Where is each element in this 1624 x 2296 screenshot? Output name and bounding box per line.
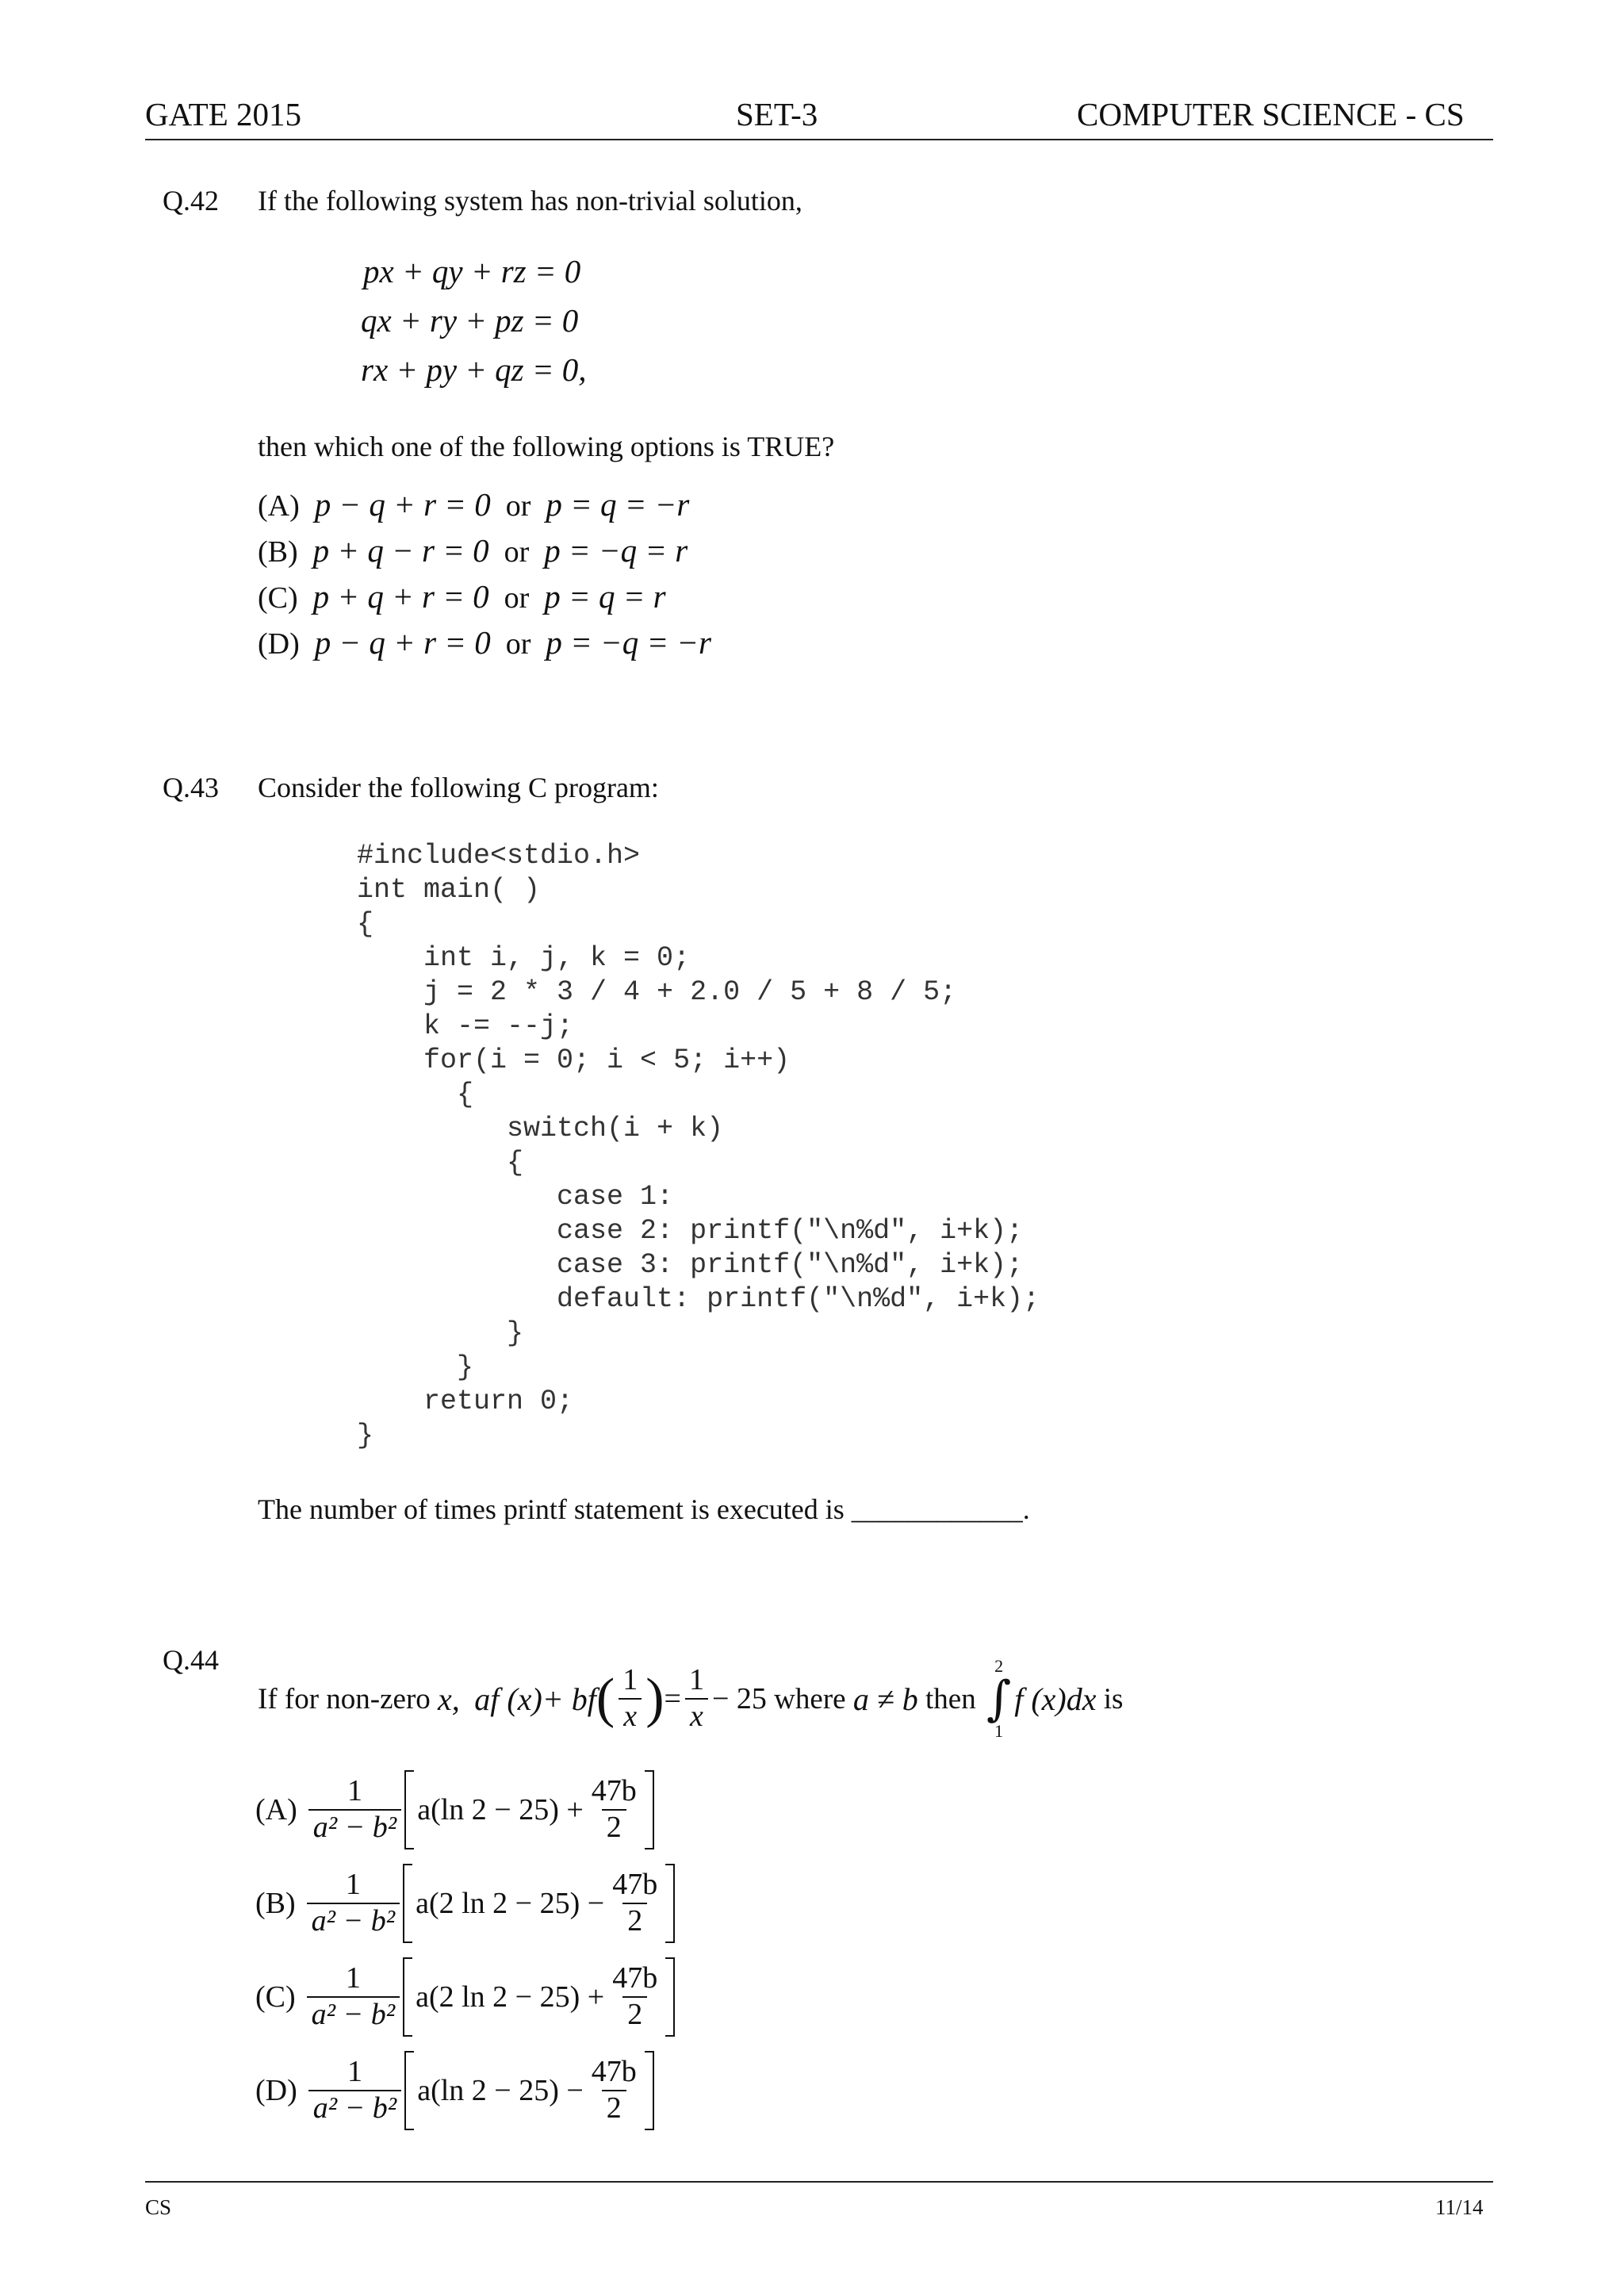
code-line: case 3: printf("\n%d", i+k);: [357, 1249, 1024, 1281]
q42-eq-3: rx + py + qz = 0,: [361, 351, 587, 388]
header-set: SET-3: [736, 96, 818, 132]
footer-page-number: 11/14: [1435, 2195, 1484, 2219]
q44-number: Q.44: [163, 1644, 219, 1676]
footer-subject: CS: [145, 2195, 172, 2219]
code-line: #include<stdio.h>: [357, 840, 641, 872]
q43-question: The number of times printf statement is executed is ____________.: [258, 1493, 1030, 1525]
header-subject: COMPUTER SCIENCE - CS: [1077, 96, 1465, 132]
q42-option-d: (D) p − q + r = 0 or p = −q = −r: [258, 624, 712, 661]
code-line: {: [357, 1147, 524, 1179]
q43-prompt: Consider the following C program:: [258, 772, 659, 803]
q43-number: Q.43: [163, 772, 219, 803]
code-line: default: printf("\n%d", i+k);: [357, 1283, 1040, 1315]
q42-eq-1: px + qy + rz = 0: [363, 253, 581, 289]
q42-followup: then which one of the following options is TRUE?: [258, 431, 835, 462]
code-line: }: [357, 1317, 524, 1349]
q42-option-b: (B) p + q − r = 0 or p = −q = r: [258, 532, 688, 569]
code-line: k -= --j;: [357, 1010, 574, 1042]
code-line: for(i = 0; i < 5; i++): [357, 1045, 791, 1076]
header-exam: GATE 2015: [145, 96, 302, 132]
code-line: {: [357, 908, 374, 940]
code-line: case 1:: [357, 1181, 674, 1213]
code-line: }: [357, 1420, 374, 1451]
q43-code-block: [357, 839, 1040, 1453]
q42-eq-2: qx + ry + pz = 0: [361, 302, 579, 339]
q42-option-a: (A) p − q + r = 0 or p = q = −r: [258, 486, 690, 523]
q44-option-a: (A) $\frac{1}{\text{a² − b²}}$ a(ln 2 − 25) + $\frac{47b}{2}$: [255, 1770, 654, 1849]
q42-number: Q.42: [163, 185, 219, 217]
q44-option-c: (C) $\frac{1}{\text{a² − b²}}$ a(2 ln 2 − 25) + $\frac{47b}{2}$: [255, 1957, 675, 2037]
q44-statement: If for non-zero x, af (x)+ bf ( $\frac{1}{x}$ ) = $\frac{1}{x}$ − 25 where a ≠ b then 2 ∫ 1 f (x)dx is: [258, 1656, 1124, 1741]
code-line: {: [357, 1079, 474, 1110]
header-rule: [145, 139, 1493, 140]
code-line: }: [357, 1351, 474, 1383]
code-line: return 0;: [357, 1386, 574, 1417]
code-line: int main( ): [357, 874, 541, 906]
q42-option-c: (C) p + q + r = 0 or p = q = r: [258, 578, 666, 615]
q42-prompt: If the following system has non-trivial solution,: [258, 185, 802, 217]
code-line: int i, j, k = 0;: [357, 942, 691, 974]
code-line: case 2: printf("\n%d", i+k);: [357, 1215, 1024, 1247]
code-line: j = 2 * 3 / 4 + 2.0 / 5 + 8 / 5;: [357, 976, 957, 1008]
code-line: switch(i + k): [357, 1113, 724, 1144]
q44-option-d: (D) $\frac{1}{\text{a² − b²}}$ a(ln 2 − 25) − $\frac{47b}{2}$: [255, 2051, 654, 2130]
integral-sign: 2 ∫ 1: [986, 1656, 1012, 1741]
q44-option-b: (B) $\frac{1}{\text{a² − b²}}$ a(2 ln 2 − 25) − $\frac{47b}{2}$: [255, 1864, 675, 1943]
footer-rule: [145, 2181, 1493, 2183]
